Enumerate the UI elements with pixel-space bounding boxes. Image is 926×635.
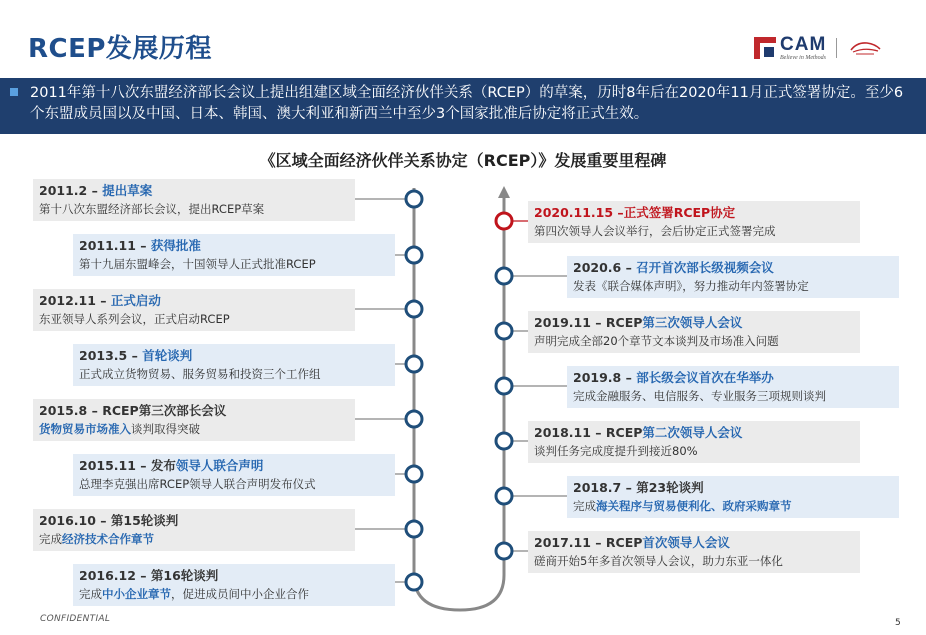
timeline-node	[406, 574, 422, 590]
milestone-title-highlight: 首次领导人会议	[642, 535, 730, 550]
timeline-arrow-icon	[498, 186, 510, 198]
milestone-desc	[39, 530, 349, 548]
milestone-desc-highlight: 货物贸易市场准入	[39, 422, 131, 436]
page-number: 5	[895, 618, 901, 628]
confidential-label: CONFIDENTIAL	[40, 614, 111, 624]
milestone-title	[534, 534, 854, 552]
milestone-title-text: RCEP	[605, 315, 643, 330]
milestone-desc-text: 第十八次东盟经济部长会议，提出RCEP草案	[39, 202, 265, 216]
milestone-title-highlight: 首轮谈判	[142, 348, 193, 363]
milestone-desc-highlight: 中小企业章节	[102, 587, 171, 601]
milestone-desc-text: 磋商开始5年多首次领导人会议，助力东亚一体化	[534, 554, 783, 568]
milestone-desc-text: 完成	[39, 532, 62, 546]
milestone-card	[33, 399, 355, 441]
milestone-title-text: 第16轮谈判	[150, 568, 219, 583]
milestone-desc-text: 第四次领导人会议举行，会后协定正式签署完成	[534, 224, 776, 238]
milestone-desc-text: 声明完成全部20个章节文本谈判及市场准入问题	[534, 334, 779, 348]
milestone-title	[39, 182, 349, 200]
milestone-card	[73, 454, 395, 496]
milestone-desc-text: 总理李克强出席RCEP领导人联合声明发布仪式	[79, 477, 316, 491]
milestone-desc	[39, 420, 349, 438]
milestone-card	[33, 289, 355, 331]
milestone-desc-text: 完成	[573, 499, 596, 513]
milestone-date: 2016.10 –	[39, 513, 111, 528]
milestone-title-highlight: 正式启动	[110, 293, 161, 308]
milestone-title-highlight: 获得批准	[150, 238, 201, 253]
milestone-desc-suffix: ，促进成员间中小企业合作	[171, 587, 309, 601]
milestone-title-text: 第15轮谈判	[110, 513, 179, 528]
milestone-card	[73, 564, 395, 606]
logo-name: CAM	[780, 34, 827, 55]
milestone-title	[573, 259, 893, 277]
milestone-card	[528, 311, 860, 353]
milestone-card	[567, 256, 899, 298]
milestone-desc	[573, 387, 893, 405]
milestone-date: 2012.11 –	[39, 293, 111, 308]
milestone-title	[39, 402, 349, 420]
milestone-desc-highlight: 经济技术合作章节	[62, 532, 154, 546]
milestone-card	[33, 179, 355, 221]
milestone-desc	[79, 255, 389, 273]
milestone-desc-text: 第十九届东盟峰会，十国领导人正式批准RCEP	[79, 257, 316, 271]
milestone-date: 2016.12 –	[79, 568, 151, 583]
timeline-node	[496, 433, 512, 449]
milestone-title-highlight: 召开首次部长级视频会议	[636, 260, 774, 275]
milestone-desc-text: 东亚领导人系列会议，正式启动RCEP	[39, 312, 230, 326]
milestone-date: 2020.11.15 –	[534, 205, 624, 220]
milestone-title-highlight: 领导人联合声明	[175, 458, 264, 473]
timeline-node	[406, 466, 422, 482]
milestone-date: 2020.6 –	[573, 260, 637, 275]
milestone-desc	[39, 310, 349, 328]
milestone-desc	[534, 442, 854, 460]
timeline-node	[496, 543, 512, 559]
milestone-desc	[534, 552, 854, 570]
timeline-node	[406, 191, 422, 207]
milestone-card	[73, 234, 395, 276]
timeline-node	[496, 268, 512, 284]
milestone-card	[73, 344, 395, 386]
milestone-title-highlight: 部长级会议首次在华举办	[636, 370, 774, 385]
milestone-title	[79, 347, 389, 365]
milestone-title	[534, 424, 854, 442]
milestone-card	[528, 531, 860, 573]
milestone-card	[567, 476, 899, 518]
milestone-desc	[573, 277, 893, 295]
milestone-title	[39, 292, 349, 310]
milestone-desc	[534, 222, 854, 240]
milestone-desc-text: 谈判任务完成度提升到接近80%	[534, 444, 698, 458]
timeline-node	[406, 356, 422, 372]
timeline-node	[406, 247, 422, 263]
timeline-node	[496, 323, 512, 339]
timeline-track	[414, 188, 504, 610]
timeline-node-current	[496, 213, 512, 229]
milestone-title-highlight: 第二次领导人会议	[642, 425, 743, 440]
milestone-title	[79, 457, 389, 475]
milestone-card	[528, 421, 860, 463]
milestone-desc	[79, 585, 389, 603]
milestone-date: 2015.11 –	[79, 458, 151, 473]
timeline-node	[406, 301, 422, 317]
milestone-title-text: RCEP第三次部长会议	[102, 403, 227, 418]
section-heading: 《区域全面经济伙伴关系协定（RCEP）》发展重要里程碑	[259, 151, 667, 170]
milestone-date: 2017.11 –	[534, 535, 606, 550]
milestone-date: 2018.11 –	[534, 425, 606, 440]
summary-text: 2011年第十八次东盟经济部长会议上提出组建区域全面经济伙伴关系（RCEP）的草案，历时8年后在2020年11月正式签署协定。至少6个东盟成员国以及中国、日本、韩国、澳大利亚和新西兰中至少3个国家批准后协定将正式生效。	[30, 85, 904, 122]
milestone-desc	[534, 332, 854, 350]
milestone-date: 2011.11 –	[79, 238, 151, 253]
milestone-date: 2015.8 –	[39, 403, 103, 418]
milestone-date: 2019.11 –	[534, 315, 606, 330]
milestone-desc	[573, 497, 893, 515]
timeline-node	[406, 521, 422, 537]
milestone-date: 2018.7 –	[573, 480, 637, 495]
milestone-date: 2011.2 –	[39, 183, 103, 198]
milestone-desc	[79, 365, 389, 383]
milestone-title-text: RCEP	[605, 535, 643, 550]
timeline-node	[406, 411, 422, 427]
milestone-desc-suffix: 谈判取得突破	[131, 422, 200, 436]
milestone-title	[79, 237, 389, 255]
milestone-title-highlight: 提出草案	[102, 183, 153, 198]
milestone-card	[528, 201, 860, 243]
milestone-title	[573, 479, 893, 497]
timeline-node	[496, 488, 512, 504]
milestone-card	[567, 366, 899, 408]
milestone-date: 2013.5 –	[79, 348, 143, 363]
milestone-desc-text: 发表《联合媒体声明》，努力推动年内签署协定	[573, 279, 809, 293]
milestone-title	[534, 204, 854, 222]
logo-tagline: Believe in Methods	[780, 55, 826, 61]
milestone-desc-highlight: 海关程序与贸易便利化、政府采购章节	[596, 499, 792, 513]
milestone-title-text: 第23轮谈判	[636, 480, 704, 495]
milestone-desc-text: 完成金融服务、电信服务、专业服务三项规则谈判	[573, 389, 826, 403]
milestone-title-highlight: 第三次领导人会议	[642, 315, 743, 330]
timeline-node	[496, 378, 512, 394]
milestone-title-text: 正式签署RCEP协定	[623, 205, 736, 220]
milestone-desc	[79, 475, 389, 493]
milestone-title	[534, 314, 854, 332]
milestone-desc-text: 完成	[79, 587, 102, 601]
milestone-title	[573, 369, 893, 387]
milestone-card	[33, 509, 355, 551]
milestone-title	[79, 567, 389, 585]
milestone-date: 2019.8 –	[573, 370, 637, 385]
milestone-title-text: 发布	[150, 458, 176, 473]
milestone-desc	[39, 200, 349, 218]
milestone-title-text: RCEP	[605, 425, 643, 440]
page-title: RCEP发展历程	[28, 34, 212, 64]
milestone-title	[39, 512, 349, 530]
milestone-desc-text: 正式成立货物贸易、服务贸易和投资三个工作组	[79, 367, 321, 381]
